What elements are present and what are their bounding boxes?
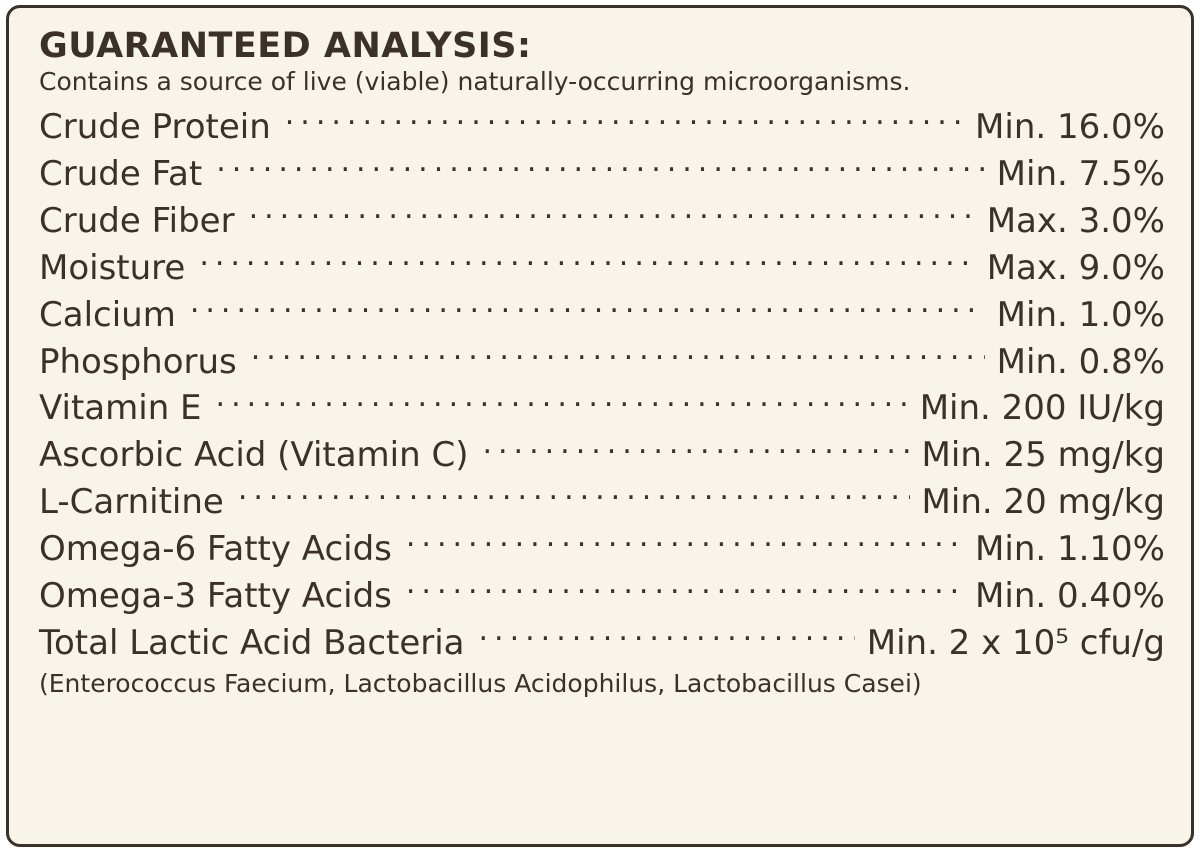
- nutrient-value: Min. 25 mg/kg: [921, 435, 1165, 476]
- nutrient-row: [39, 620, 1165, 667]
- leader-dots: [249, 198, 975, 232]
- leader-dots: [406, 573, 963, 607]
- nutrient-value: Min. 2 x 10⁵ cfu/g: [866, 622, 1165, 663]
- leader-dots: [406, 526, 963, 560]
- page-title: GUARANTEED ANALYSIS:: [39, 26, 532, 66]
- nutrient-row: [39, 104, 1165, 151]
- nutrient-row: [39, 151, 1165, 198]
- nutrient-name: Calcium: [39, 294, 176, 335]
- nutrient-row: [39, 479, 1165, 526]
- nutrient-row: [39, 339, 1165, 386]
- leader-dots: [479, 620, 855, 654]
- nutrient-row: [39, 292, 1165, 339]
- nutrient-row: [39, 385, 1165, 432]
- nutrient-row: [39, 573, 1165, 620]
- leader-dots: [285, 104, 963, 138]
- nutrient-name: Crude Protein: [39, 107, 271, 147]
- nutrient-value: Min. 16.0%: [975, 107, 1165, 147]
- nutrient-name: Phosphorus: [39, 341, 237, 382]
- nutrient-name: Total Lactic Acid Bacteria: [39, 622, 465, 663]
- nutrient-value: Min. 0.8%: [996, 341, 1165, 382]
- nutrient-name: Omega-6 Fatty Acids: [39, 529, 392, 570]
- nutrient-value: Max. 3.0%: [986, 200, 1165, 241]
- nutrient-name: L-Carnitine: [39, 482, 224, 523]
- nutrient-row: [39, 198, 1165, 245]
- nutrient-value: Min. 1.0%: [996, 294, 1165, 335]
- nutrient-name: Ascorbic Acid (Vitamin C): [39, 435, 469, 476]
- nutrient-value: Min. 7.5%: [996, 153, 1165, 194]
- nutrient-name: Omega-3 Fatty Acids: [39, 576, 392, 617]
- nutrient-name: Crude Fiber: [39, 200, 235, 241]
- leader-dots: [199, 245, 974, 279]
- leader-dots: [216, 151, 984, 185]
- leader-dots: [251, 339, 985, 373]
- label-content: [39, 26, 1165, 699]
- nutrient-value: Min. 200 IU/kg: [919, 388, 1165, 429]
- nutrient-row: [39, 526, 1165, 573]
- nutrient-value: Min. 1.10%: [975, 529, 1165, 570]
- leader-dots: [482, 432, 909, 466]
- bacteria-strains-footnote: (Enterococcus Faecium, Lactobacillus Acidophilus, Lactobacillus Casei): [39, 668, 922, 698]
- nutrient-row: [39, 245, 1165, 292]
- nutrient-value: Min. 0.40%: [975, 576, 1165, 617]
- leader-dots: [190, 292, 985, 326]
- subtitle-text: Contains a source of live (viable) naturally-occurring microorganisms.: [39, 67, 911, 97]
- nutrient-name: Vitamin E: [39, 388, 202, 429]
- nutrient-value: Max. 9.0%: [986, 247, 1165, 288]
- guaranteed-analysis-panel: [6, 5, 1194, 847]
- nutrient-name: Moisture: [39, 247, 186, 288]
- leader-dots: [216, 385, 908, 419]
- nutrient-name: Crude Fat: [39, 153, 203, 194]
- leader-dots: [238, 479, 910, 513]
- nutrient-value: Min. 20 mg/kg: [921, 482, 1165, 523]
- nutrient-row: [39, 432, 1165, 479]
- nutrient-rows: [39, 104, 1165, 667]
